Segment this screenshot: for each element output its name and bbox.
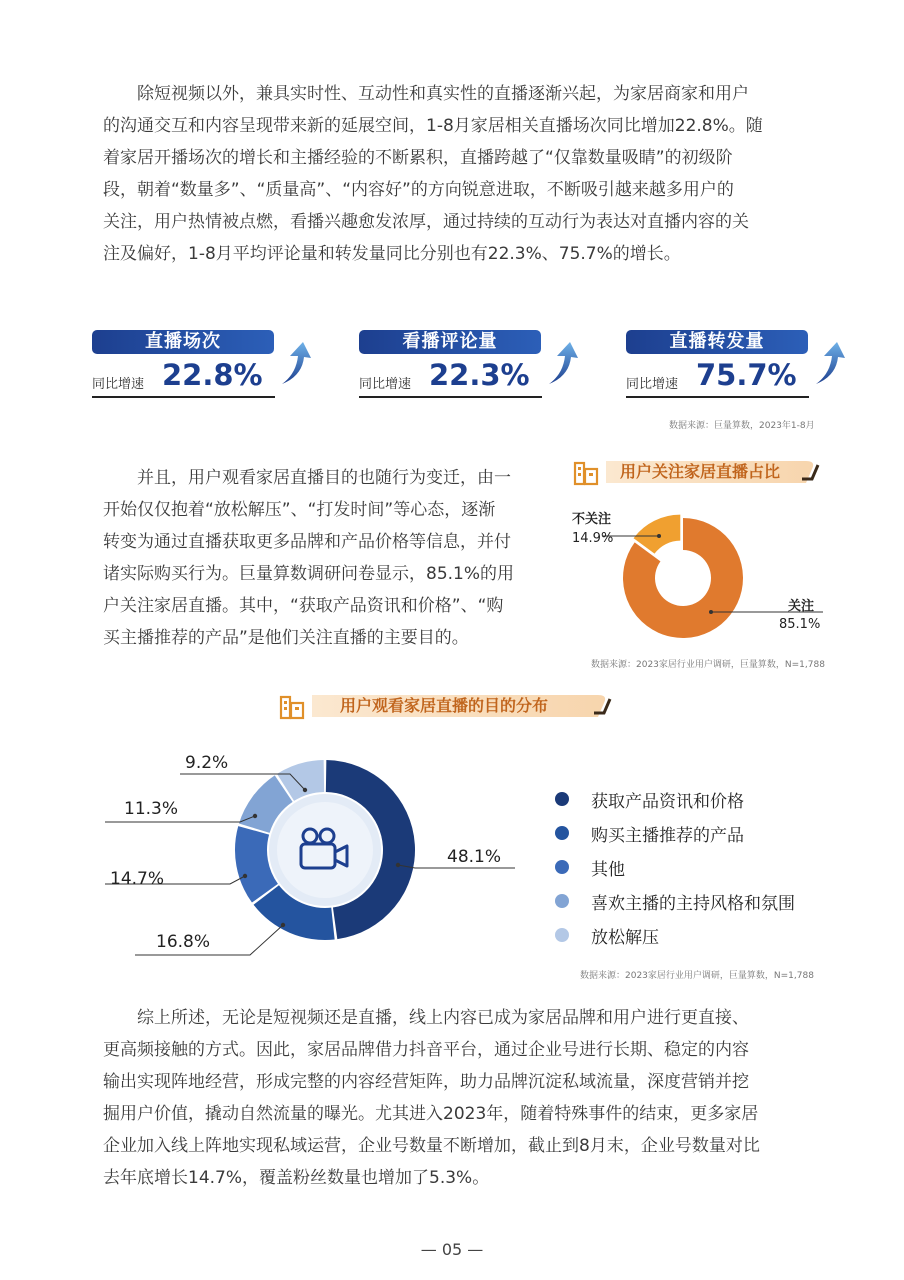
- legend-dot: [555, 792, 569, 806]
- value-attention: 85.1%: [779, 617, 821, 632]
- value-not-attention: 14.9%: [572, 531, 614, 546]
- up-arrow-icon: [278, 340, 312, 386]
- stat-card-comments: [359, 330, 619, 402]
- legend-item: [555, 918, 795, 952]
- paragraph-line: 输出实现阵地经营，形成完整的内容经营矩阵，助力品牌沉淀私域流量，深度营销并挖: [103, 1072, 749, 1092]
- paragraph-line: 买主播推荐的产品”是他们关注直播的主要目的。: [103, 628, 469, 648]
- chart-2-header: [278, 689, 618, 723]
- paragraph-line: 除短视频以外，兼具实时性、互动性和真实性的直播逐渐兴起，为家居商家和用户: [137, 84, 749, 104]
- page-number: — 05 —: [420, 1240, 484, 1259]
- slice-label-info: 48.1%: [447, 847, 502, 867]
- chart-2-legend: [555, 782, 795, 952]
- source-note: 数据来源：2023家居行业用户调研，巨量算数，N=1,788: [591, 660, 825, 670]
- paragraph-line: 开始仅仅抱着“放松解压”、“打发时间”等心态，逐渐: [103, 500, 496, 520]
- leader-dot: [396, 863, 400, 867]
- category-label: 关注: [788, 599, 815, 614]
- legend-item: [555, 816, 795, 850]
- stat-value: 22.8%: [162, 358, 263, 392]
- paragraph-line: 综上所述，无论是短视频还是直播，线上内容已成为家居品牌和用户进行更直接、: [137, 1008, 749, 1028]
- legend-dot: [555, 894, 569, 908]
- up-arrow-icon: [812, 340, 846, 386]
- legend-item: [555, 884, 795, 918]
- legend-dot: [555, 826, 569, 840]
- paragraph-line: 去年底增长14.7%，覆盖粉丝数量也增加了5.3%。: [103, 1168, 490, 1188]
- slice-label-buy: 16.8%: [156, 932, 211, 952]
- legend-item: [555, 850, 795, 884]
- stat-label: 同比增速: [92, 377, 145, 392]
- paragraph-line: 诸实际购买行为。巨量算数调研问卷显示，85.1%的用: [103, 564, 515, 584]
- leader-dot: [657, 534, 661, 538]
- paragraph-line: 关注，用户热情被点燃，看播兴趣愈发浓厚，通过持续的互动行为表达对直播内容的关: [103, 212, 749, 232]
- stat-label: 同比增速: [626, 377, 679, 392]
- legend-label: 喜欢主播的主持风格和氛围: [591, 893, 795, 914]
- legend-label: 获取产品资讯和价格: [591, 791, 744, 812]
- slice-label-other: 14.7%: [110, 869, 165, 889]
- legend-dot: [555, 860, 569, 874]
- purpose-paragraph: [103, 462, 543, 654]
- donut-center-inner: [277, 802, 373, 898]
- paragraph-line: 段，朝着“数量多”、“质量高”、“内容好”的方向锐意进取，不断吸引越来越多用户的: [103, 180, 734, 200]
- paragraph-line: 户关注家居直播。其中，“获取产品资讯和价格”、“购: [103, 596, 504, 616]
- leader-dot: [253, 814, 257, 818]
- summary-paragraph: [103, 1002, 803, 1194]
- legend-label: 其他: [591, 859, 625, 880]
- category-label: 不关注: [572, 512, 612, 527]
- stat-underline: [92, 396, 275, 398]
- stat-value: 22.3%: [429, 358, 530, 392]
- leader-dot: [281, 923, 285, 927]
- slice-label-host-style: 11.3%: [124, 799, 179, 819]
- paragraph-line: 并且，用户观看家居直播目的也随行为变迁，由一: [137, 468, 511, 488]
- stat-title: 看播评论量: [359, 330, 541, 354]
- chart-1-title: 用户关注家居直播占比: [620, 462, 781, 481]
- legend-item: [555, 782, 795, 816]
- stat-title: 直播转发量: [626, 330, 808, 354]
- stat-underline: [626, 396, 809, 398]
- stat-card-live-sessions: [92, 330, 352, 402]
- paragraph-line: 着家居开播场次的增长和主播经验的不断累积，直播跨越了“仅靠数量吸睛”的初级阶: [103, 148, 733, 168]
- intro-paragraph: [103, 78, 803, 270]
- stat-card-shares: [626, 330, 886, 402]
- stat-underline: [359, 396, 542, 398]
- legend-label: 购买主播推荐的产品: [591, 825, 744, 846]
- chart-1-header: [572, 455, 822, 489]
- building-icon: [278, 691, 308, 721]
- stat-label: 同比增速: [359, 377, 412, 392]
- paragraph-line: 转变为通过直播获取更多品牌和产品价格等信息，并付: [103, 532, 511, 552]
- paragraph-line: 掘用户价值，撬动自然流量的曝光。尤其进入2023年，随着特殊事件的结束，更多家居: [103, 1104, 759, 1124]
- up-arrow-icon: [545, 340, 579, 386]
- leader-dot: [303, 788, 307, 792]
- stat-value: 75.7%: [696, 358, 797, 392]
- legend-dot: [555, 928, 569, 942]
- paragraph-line: 注及偏好，1-8月平均评论量和转发量同比分别也有22.3%、75.7%的增长。: [103, 244, 681, 264]
- chart-2-title: 用户观看家居直播的目的分布: [340, 696, 549, 715]
- paragraph-line: 企业加入线上阵地实现私域运营，企业号数量不断增加，截止到8月末，企业号数量对比: [103, 1136, 760, 1156]
- source-note: 数据来源：2023家居行业用户调研，巨量算数，N=1,788: [580, 971, 814, 981]
- paragraph-line: 更高频接触的方式。因此，家居品牌借力抖音平台，通过企业号进行长期、稳定的内容: [103, 1040, 749, 1060]
- source-note: 数据来源：巨量算数，2023年1-8月: [669, 421, 815, 431]
- label-attention: [788, 595, 814, 614]
- building-icon: [572, 457, 602, 487]
- paragraph-line: 的沟通交互和内容呈现带来新的延展空间，1-8月家居相关直播场次同比增加22.8%。随: [103, 116, 763, 136]
- legend-label: 放松解压: [591, 927, 659, 948]
- slice-label-relax: 9.2%: [185, 753, 229, 773]
- label-not-attention: [572, 508, 611, 527]
- stat-title: 直播场次: [92, 330, 274, 354]
- leader-dot: [709, 610, 713, 614]
- leader-dot: [243, 874, 247, 878]
